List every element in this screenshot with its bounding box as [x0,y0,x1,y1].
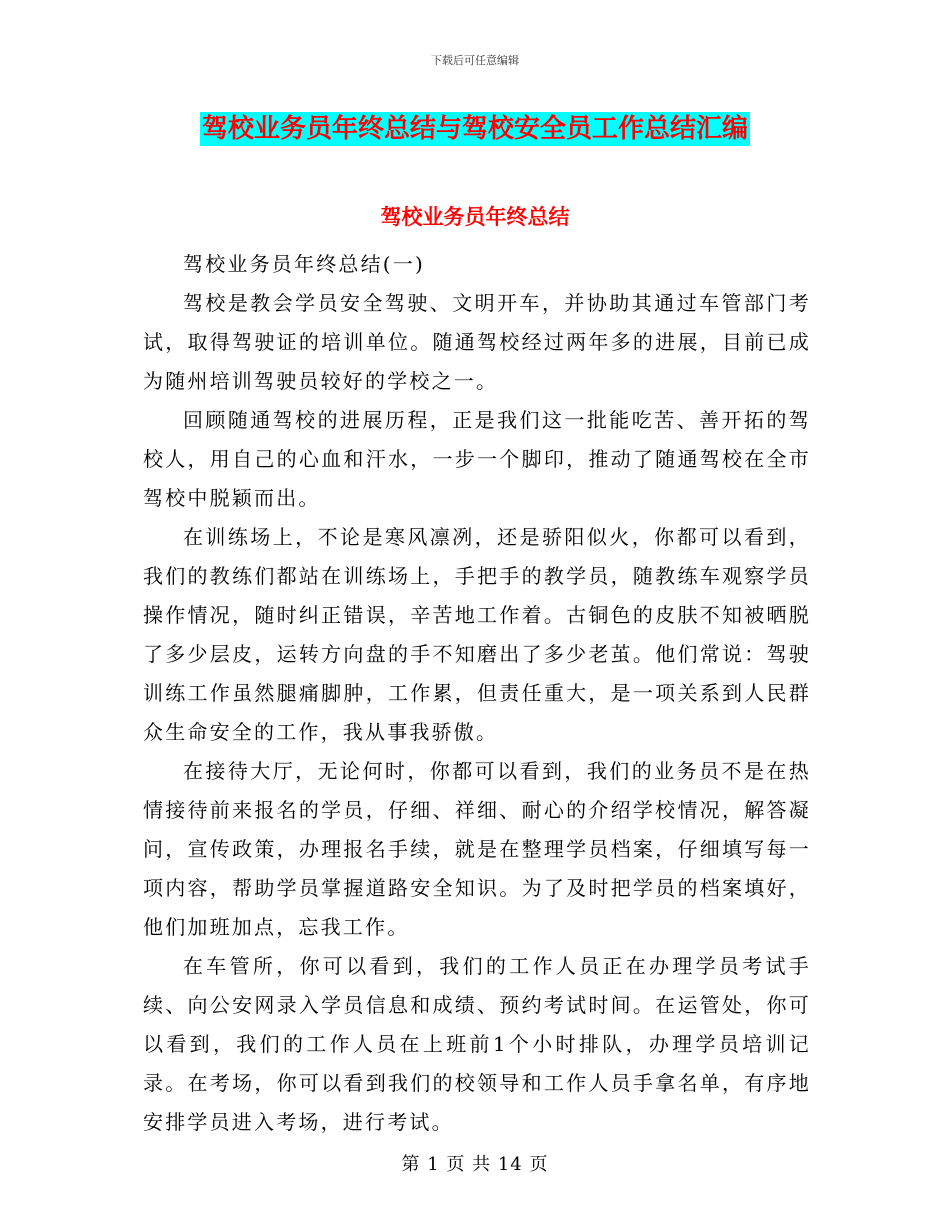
paragraph: 回顾随通驾校的进展历程，正是我们这一批能吃苦、善开拓的驾校人，用自己的心血和汗水，一步一个脚印，推动了随通驾校在全市驾校中脱颖而出。 [143,408,811,510]
page-number: 第 1 页 共 14 页 [401,1154,549,1175]
paragraph: 驾校是教会学员安全驾驶、文明开车，并协助其通过车管部门考试，取得驾驶证的培训单位。随通驾校经过两年多的进展，目前已成为随州培训驾驶员较好的学校之一。 [143,291,811,393]
document-body [143,245,811,1142]
main-title-container [0,112,950,146]
paragraph: 在车管所，你可以看到，我们的工作人员正在办理学员考试手续、向公安网录入学员信息和成绩、预约考试时间。在运管处，你可以看到，我们的工作人员在上班前1个小时排队，办理学员培训记录。在考场，你可以看到我们的校领导和工作人员手拿名单，有序地安排学员进入考场，进行考试。 [143,954,811,1134]
section-title: 驾校业务员年终总结 [380,205,570,229]
paragraph: 在训练场上，不论是寒风凛冽，还是骄阳似火，你都可以看到，我们的教练们都站在训练场上，手把手的教学员，随教练车观察学员操作情况，随时纠正错误，辛苦地工作着。古铜色的皮肤不知被晒脱了多少层皮，运转方向盘的手不知磨出了多少老茧。他们常说：驾驶训练工作虽然腿痛脚肿，工作累，但责任重大，是一项关系到人民群众生命安全的工作，我从事我骄傲。 [143,525,811,744]
main-title: 驾校业务员年终总结与驾校安全员工作总结汇编 [201,114,748,144]
paragraph-subheading: 驾校业务员年终总结(一) [183,252,426,276]
header-note: 下载后可任意编辑 [431,54,519,67]
paragraph: 在接待大厅，无论何时，你都可以看到，我们的业务员不是在热情接待前来报名的学员，仔细、祥细、耐心的介绍学校情况，解答凝问，宣传政策，办理报名手续，就是在整理学员档案，仔细填写每一项内容，帮助学员掌握道路安全知识。为了及时把学员的档案填好，他们加班加点，忘我工作。 [143,759,811,939]
